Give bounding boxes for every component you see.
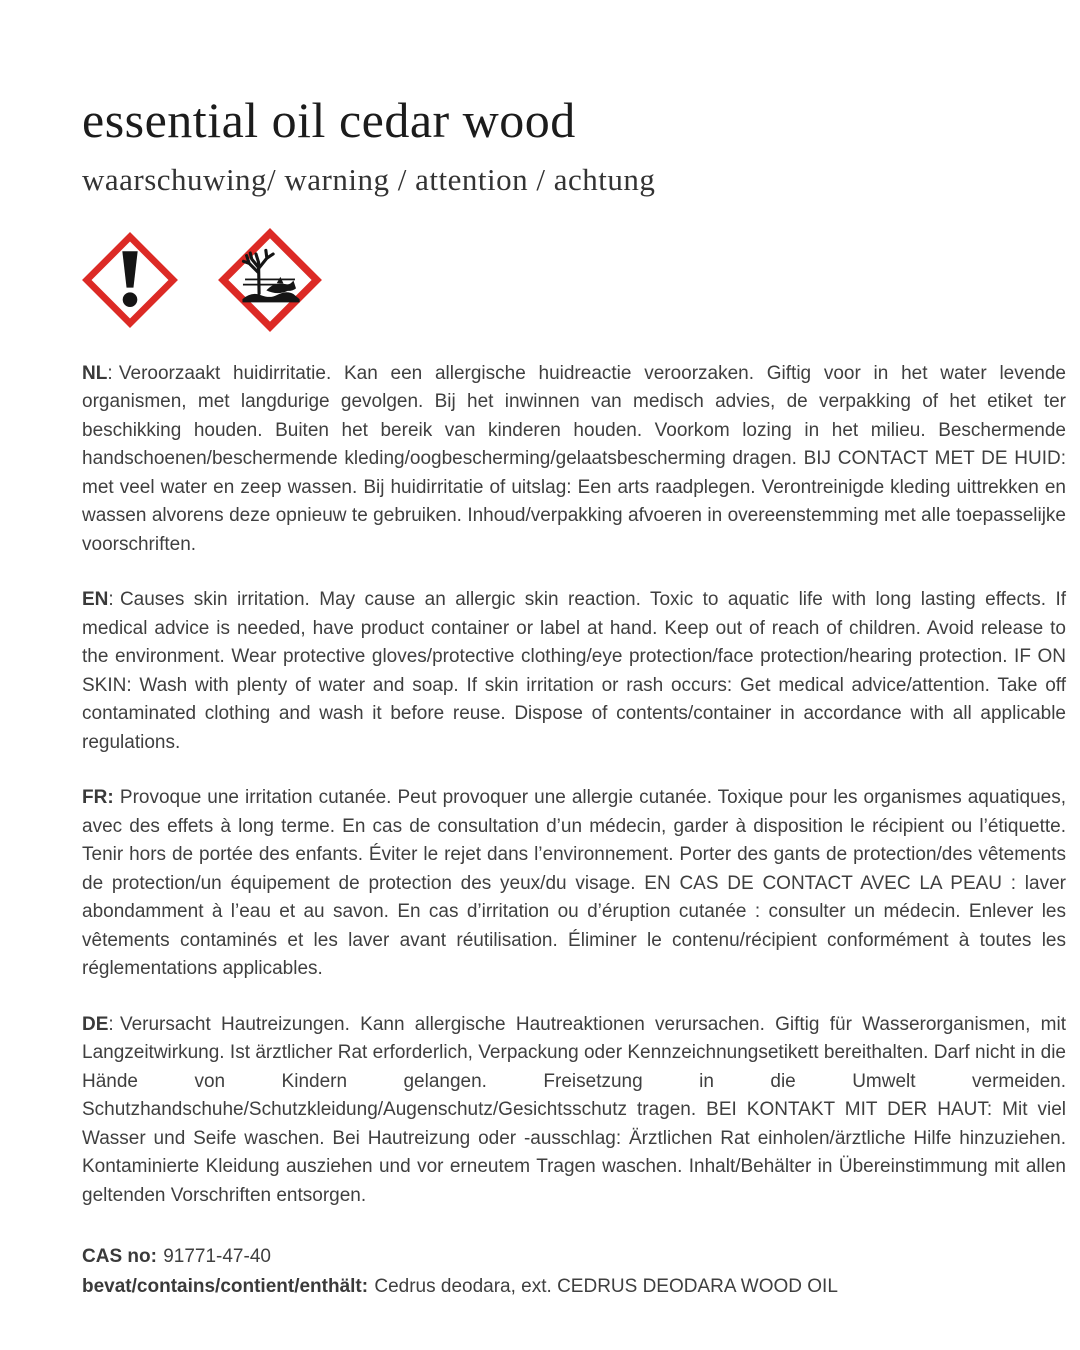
language-colon-de: : — [108, 1013, 114, 1035]
contains-line — [82, 1272, 1066, 1301]
ingredient-footer — [82, 1242, 1066, 1301]
language-label-nl: NL — [82, 362, 108, 384]
contains-label: bevat/contains/contient/enthält: — [82, 1275, 369, 1297]
hazard-paragraph-nl — [82, 360, 1066, 560]
hazard-paragraph-de — [82, 1011, 1066, 1211]
hazard-statements-fr: Provoque une irritation cutanée. Peut provoquer une allergie cutanée. Toxique pour les organismes aquatiques, avec des effets à long terme. En cas de consultation d’un médecin, garder à disposition le récipient ou l’étiquette. Tenir hors de portée des enfants. Éviter le rejet dans l’environnement. Porter des gants de protection/des vêtements de protection/un équipement de protection des yeux/du visage. EN CAS DE CONTACT AVEC LA PEAU : laver abondamment à l’eau et au savon. En cas d’irritation ou d’éruption cutanée : consulter un médecin. Enlever les vêtements contaminés et les laver avant réutilisation. Éliminer le contenu/récipient conformément à toutes les réglementations applicables. — [82, 787, 1066, 980]
cas-number-line — [82, 1242, 1066, 1271]
hazard-paragraph-fr — [82, 784, 1066, 984]
cas-value: 91771-47-40 — [163, 1246, 271, 1268]
ghs07-exclamation-icon — [82, 232, 178, 328]
language-colon-en: : — [108, 589, 114, 611]
language-label-fr: FR: — [82, 787, 114, 809]
hazard-statements-de: Verursacht Hautreizungen. Kann allergische Hautreaktionen verursachen. Giftig für Wasserorganismen, mit Langzeitwirkung. Ist ärztlicher Rat erforderlich, Verpackung oder Kennzeichnungsetikett bereithalten. Darf nicht in die Hände von Kindern gelangen. Freisetzung in die Umwelt vermeiden. Schutzhandschuhe/Schutzkleidung/Augenschutz/Gesichtsschutz tragen. BEI KONTAKT MIT DER HAUT: Mit viel Wasser und Seife waschen. Bei Hautreizung oder -ausschlag: Ärztlichen Rat einholen/ärztliche Hilfe hinzuziehen. Kontaminierte Kleidung ausziehen und vor erneutem Tragen waschen. Inhalt/Behälter in Übereinstimmung mit allen geltenden Vorschriften entsorgen. — [82, 1013, 1066, 1206]
hazard-paragraph-en — [82, 586, 1066, 757]
language-label-en: EN — [82, 589, 109, 611]
cas-label: CAS no: — [82, 1246, 157, 1268]
page-title: essential oil cedar wood — [82, 92, 576, 148]
contains-value: Cedrus deodara, ext. CEDRUS DEODARA WOOD OIL — [374, 1275, 838, 1297]
hazard-statements-nl: Veroorzaakt huidirritatie. Kan een allergische huidreactie veroorzaken. Giftig voor in het water levende organismen, met langdurige gevolgen. Bij het inwinnen van medisch advies, de verpakking of het etiket ter beschikking houden. Buiten het bereik van kinderen houden. Voorkom lozing in het milieu. Beschermende handschoenen/beschermende kleding/oogbescherming/gelaatsbescherming dragen. BIJ CONTACT MET DE HUID: met veel water en zeep wassen. Bij huidirritatie of uitslag: Een arts raadplegen. Verontreinigde kleding uittrekken en wassen alvorens deze opnieuw te gebruiken. Inhoud/verpakking afvoeren in overeenstemming met alle toepasselijke voorschriften. — [82, 362, 1066, 555]
hazard-statements-en: Causes skin irritation. May cause an allergic skin reaction. Toxic to aquatic life with long lasting effects. If medical advice is needed, have product container or label at hand. Keep out of reach of children. Avoid release to the environment. Wear protective gloves/protective clothing/eye protection/face protection/hearing protection. IF ON SKIN: Wash with plenty of water and soap. If skin irritation or rash occurs: Get medical advice/attention. Take off contaminated clothing and wash it before reuse. Dispose of contents/container in accordance with all applicable regulations. — [82, 589, 1066, 753]
signal-word-subtitle: waarschuwing/ warning / attention / achtung — [82, 162, 656, 197]
language-label-de: DE — [82, 1013, 109, 1035]
hazard-pictograms — [82, 228, 1066, 332]
ghs09-environment-icon — [218, 228, 322, 332]
language-colon-nl: : — [107, 362, 113, 384]
